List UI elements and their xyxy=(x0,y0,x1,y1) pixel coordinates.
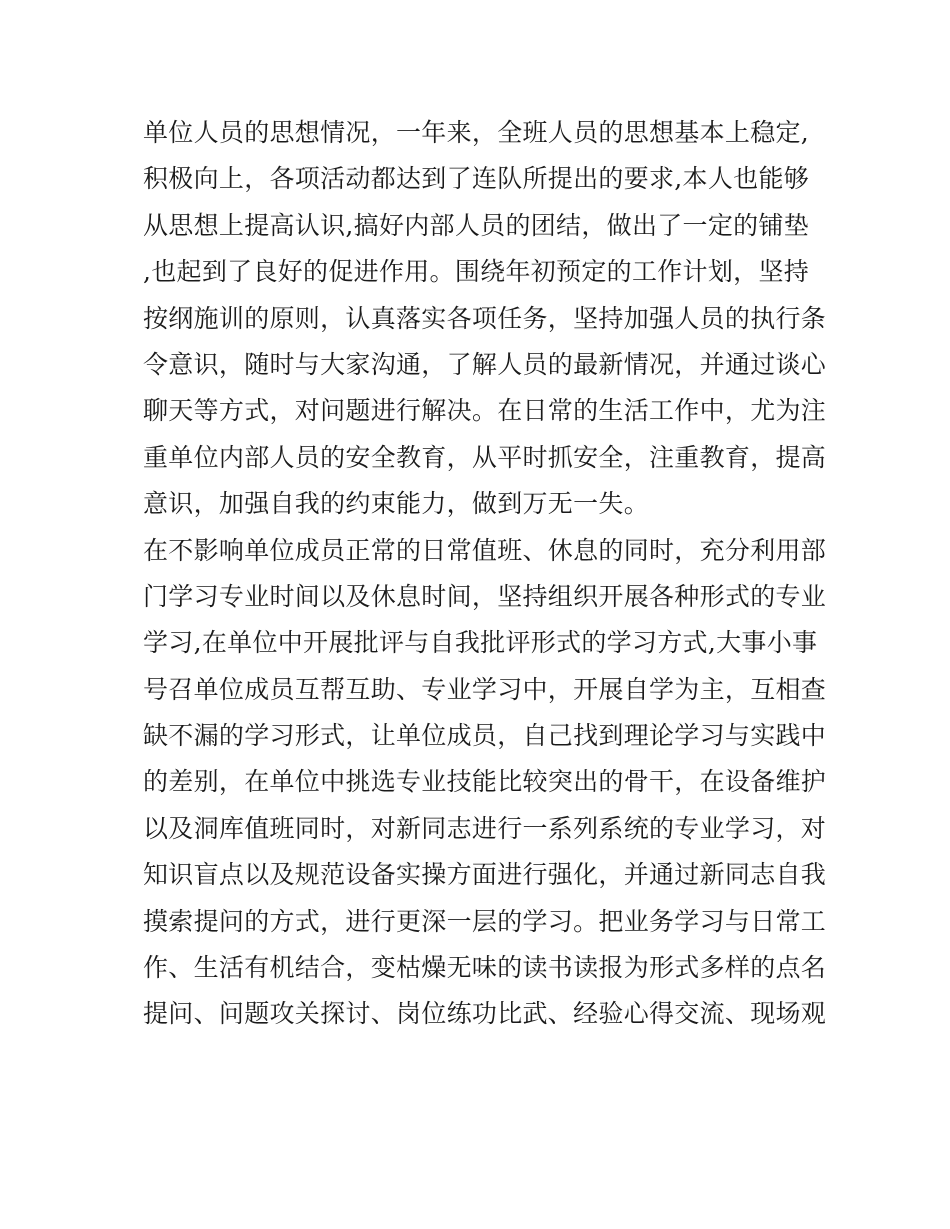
text-line: 门学习专业时间以及休息时间，坚持组织开展各种形式的专业 xyxy=(143,581,827,611)
body-text xyxy=(143,110,827,1038)
text-line: 的差别，在单位中挑选专业技能比较突出的骨干，在设备维护 xyxy=(143,767,827,797)
text-line: 聊天等方式，对问题进行解决。在日常的生活工作中，尤为注 xyxy=(143,396,827,426)
text-line: 号召单位成员互帮互助、专业学习中，开展自学为主，互相查 xyxy=(143,674,827,704)
text-line: 按纲施训的原则，认真落实各项任务，坚持加强人员的执行条 xyxy=(143,303,827,333)
text-line: 令意识，随时与大家沟通，了解人员的最新情况，并通过谈心 xyxy=(143,349,827,379)
text-line: 学习,在单位中开展批评与自我批评形式的学习方式,大事小事 xyxy=(143,628,818,658)
text-line: 知识盲点以及规范设备实操方面进行强化，并通过新同志自我 xyxy=(143,860,827,890)
text-line: 意识，加强自我的约束能力，做到万无一失。 xyxy=(143,489,650,519)
text-line: 从思想上提高认识,搞好内部人员的团结，做出了一定的铺垫 xyxy=(143,210,810,240)
text-line: 缺不漏的学习形式，让单位成员，自己找到理论学习与实践中 xyxy=(143,721,827,751)
text-line: 摸索提问的方式，进行更深一层的学习。把业务学习与日常工 xyxy=(143,906,827,936)
text-line: 作、生活有机结合，变枯燥无味的读书读报为形式多样的点名 xyxy=(143,953,827,983)
text-line: 在不影响单位成员正常的日常值班、休息的同时，充分利用部 xyxy=(143,535,827,565)
text-line: 以及洞库值班同时，对新同志进行一系列系统的专业学习，对 xyxy=(143,813,827,843)
text-line: ,也起到了良好的促进作用。围绕年初预定的工作计划，坚持 xyxy=(143,257,810,287)
text-line: 单位人员的思想情况，一年来，全班人员的思想基本上稳定, xyxy=(143,118,810,147)
text-line: 重单位内部人员的安全教育，从平时抓安全，注重教育，提高 xyxy=(143,442,827,472)
text-line: 积极向上，各项活动都达到了连队所提出的要求,本人也能够 xyxy=(143,164,810,194)
text-line: 提问、问题攻关探讨、岗位练功比武、经验心得交流、现场观 xyxy=(143,999,827,1029)
